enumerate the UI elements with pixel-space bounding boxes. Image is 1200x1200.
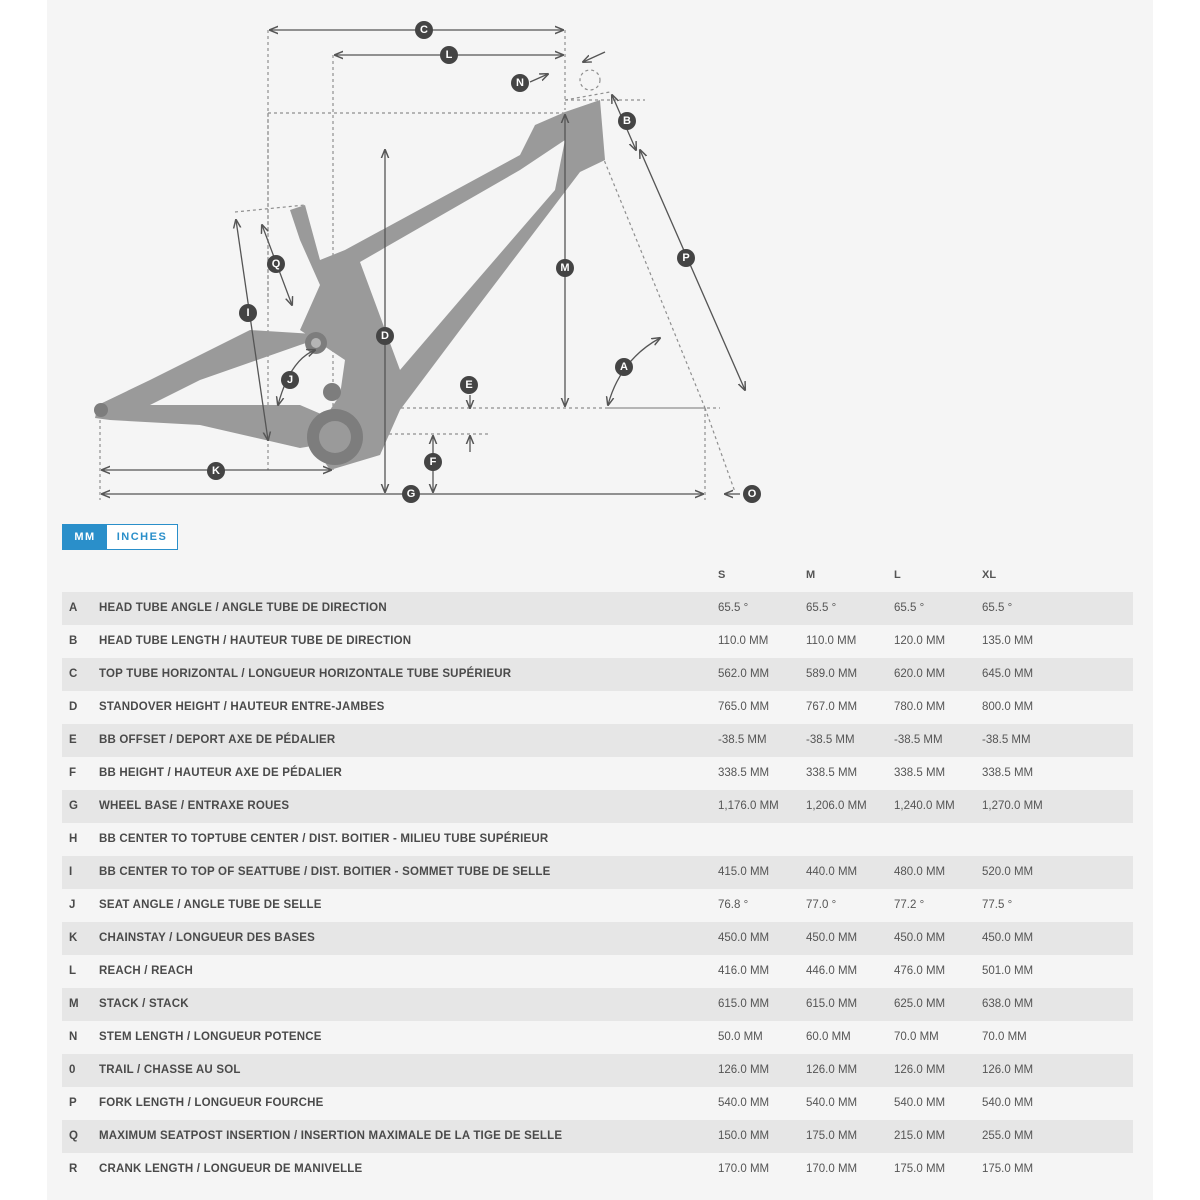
table-row <box>62 856 1133 889</box>
svg-text:C: C <box>420 24 428 36</box>
row-label: STACK / STACK <box>99 998 189 1010</box>
row-value-xl: 540.0 MM <box>982 1097 1034 1109</box>
svg-text:F: F <box>429 456 437 468</box>
row-value-l: 120.0 MM <box>894 635 946 647</box>
marker-m <box>556 259 574 277</box>
table-row <box>62 691 1133 724</box>
table-row <box>62 1054 1133 1087</box>
row-value-l: 480.0 MM <box>894 866 946 878</box>
row-value-s: 416.0 MM <box>718 965 770 977</box>
frame-geometry-diagram <box>0 0 1200 520</box>
row-letter: B <box>69 635 78 647</box>
row-value-s: 110.0 MM <box>718 635 769 647</box>
row-value-l: 540.0 MM <box>894 1097 946 1109</box>
row-letter: D <box>69 701 78 713</box>
row-value-m: 110.0 MM <box>806 635 857 647</box>
table-row <box>62 1087 1133 1120</box>
row-label: FORK LENGTH / LONGUEUR FOURCHE <box>99 1097 324 1109</box>
marker-l <box>440 46 458 64</box>
row-value-l: 780.0 MM <box>894 701 946 713</box>
table-row <box>62 1120 1133 1153</box>
row-letter: Q <box>69 1130 78 1142</box>
unit-mm-button[interactable]: MM <box>63 525 107 549</box>
size-header-m: M <box>806 569 816 581</box>
row-value-m: -38.5 MM <box>806 734 855 746</box>
row-value-m: 446.0 MM <box>806 965 858 977</box>
row-value-m: 170.0 MM <box>806 1163 858 1175</box>
marker-f <box>424 453 442 471</box>
row-value-s: 338.5 MM <box>718 767 770 779</box>
svg-text:M: M <box>560 262 570 274</box>
row-value-s: 415.0 MM <box>718 866 770 878</box>
row-value-s: 150.0 MM <box>718 1130 770 1142</box>
svg-text:J: J <box>286 374 294 386</box>
svg-text:I: I <box>246 307 250 319</box>
svg-text:D: D <box>381 330 389 342</box>
row-value-m: 615.0 MM <box>806 998 858 1010</box>
row-label: BB CENTER TO TOP OF SEATTUBE / DIST. BOITIER - SOMMET TUBE DE SELLE <box>99 866 551 878</box>
stem-reference-circle <box>580 70 600 90</box>
marker-c <box>415 21 433 39</box>
row-value-s: 170.0 MM <box>718 1163 770 1175</box>
row-letter: L <box>69 965 77 977</box>
row-letter: F <box>69 767 77 779</box>
row-letter: J <box>69 899 76 911</box>
row-value-xl: 520.0 MM <box>982 866 1034 878</box>
row-letter: H <box>69 833 78 845</box>
row-value-l: 450.0 MM <box>894 932 946 944</box>
row-value-xl: 175.0 MM <box>982 1163 1034 1175</box>
table-row <box>62 823 1133 856</box>
row-letter: M <box>69 998 79 1010</box>
row-value-m: 338.5 MM <box>806 767 858 779</box>
row-value-xl: 77.5 ° <box>982 899 1013 911</box>
geometry-table <box>62 592 1133 1186</box>
marker-o <box>743 485 761 503</box>
marker-q <box>267 255 285 273</box>
marker-k <box>207 462 225 480</box>
row-letter: P <box>69 1097 77 1109</box>
svg-text:N: N <box>516 77 524 89</box>
row-label: STEM LENGTH / LONGUEUR POTENCE <box>99 1031 322 1043</box>
marker-i <box>239 304 257 322</box>
row-value-s: 765.0 MM <box>718 701 770 713</box>
row-value-l: 338.5 MM <box>894 767 946 779</box>
unit-toggle <box>62 524 178 550</box>
row-value-s: 76.8 ° <box>718 899 749 911</box>
row-value-s: 65.5 ° <box>718 602 749 614</box>
svg-text:P: P <box>682 252 690 264</box>
row-value-xl: 126.0 MM <box>982 1064 1034 1076</box>
row-letter: E <box>69 734 77 746</box>
row-value-m: 65.5 ° <box>806 602 837 614</box>
table-row <box>62 625 1133 658</box>
table-row <box>62 658 1133 691</box>
row-value-s: 562.0 MM <box>718 668 770 680</box>
row-label: REACH / REACH <box>99 965 193 977</box>
row-value-m: 60.0 MM <box>806 1031 851 1043</box>
row-letter: G <box>69 800 78 812</box>
svg-text:Q: Q <box>271 258 281 270</box>
row-label: MAXIMUM SEATPOST INSERTION / INSERTION MAXIMALE DE LA TIGE DE SELLE <box>99 1130 563 1142</box>
table-row <box>62 724 1133 757</box>
row-value-l: 126.0 MM <box>894 1064 946 1076</box>
row-label: HEAD TUBE ANGLE / ANGLE TUBE DE DIRECTION <box>99 602 387 614</box>
size-header-row <box>0 569 1200 583</box>
row-label: CHAINSTAY / LONGUEUR DES BASES <box>99 932 316 944</box>
marker-j <box>281 371 299 389</box>
row-value-l: 476.0 MM <box>894 965 946 977</box>
marker-e <box>460 376 478 394</box>
row-letter: N <box>69 1031 78 1043</box>
row-letter: R <box>69 1163 78 1175</box>
row-label: SEAT ANGLE / ANGLE TUBE DE SELLE <box>99 899 322 911</box>
row-label: CRANK LENGTH / LONGUEUR DE MANIVELLE <box>99 1163 363 1175</box>
row-value-m: 540.0 MM <box>806 1097 858 1109</box>
svg-text:K: K <box>212 465 220 477</box>
row-letter: I <box>69 866 73 878</box>
row-value-m: 126.0 MM <box>806 1064 858 1076</box>
svg-text:B: B <box>623 115 631 127</box>
row-letter: A <box>69 602 78 614</box>
row-value-xl: 135.0 MM <box>982 635 1034 647</box>
row-label: STANDOVER HEIGHT / HAUTEUR ENTRE-JAMBES <box>99 701 385 713</box>
table-row <box>62 592 1133 625</box>
table-row <box>62 757 1133 790</box>
row-value-l: 620.0 MM <box>894 668 946 680</box>
row-value-m: 440.0 MM <box>806 866 858 878</box>
table-row <box>62 922 1133 955</box>
marker-a <box>615 358 633 376</box>
row-label: WHEEL BASE / ENTRAXE ROUES <box>99 800 290 812</box>
row-value-s: 126.0 MM <box>718 1064 770 1076</box>
row-value-l: 65.5 ° <box>894 602 925 614</box>
row-value-l: 77.2 ° <box>894 899 925 911</box>
size-header-l: L <box>894 569 901 581</box>
row-value-xl: 638.0 MM <box>982 998 1034 1010</box>
row-label: HEAD TUBE LENGTH / HAUTEUR TUBE DE DIRECTION <box>99 635 412 647</box>
table-row <box>62 988 1133 1021</box>
table-row <box>62 1021 1133 1054</box>
row-label: TOP TUBE HORIZONTAL / LONGUEUR HORIZONTALE TUBE SUPÉRIEUR <box>99 668 512 680</box>
row-value-s: 1,176.0 MM <box>718 800 779 812</box>
row-value-s: 450.0 MM <box>718 932 770 944</box>
row-label: BB CENTER TO TOPTUBE CENTER / DIST. BOITIER - MILIEU TUBE SUPÉRIEUR <box>99 833 549 845</box>
row-value-xl: 255.0 MM <box>982 1130 1034 1142</box>
row-value-m: 175.0 MM <box>806 1130 858 1142</box>
marker-b <box>618 112 636 130</box>
row-value-xl: 70.0 MM <box>982 1031 1027 1043</box>
size-header-xl: XL <box>982 569 997 581</box>
row-value-xl: 65.5 ° <box>982 602 1013 614</box>
row-value-l: 1,240.0 MM <box>894 800 955 812</box>
svg-text:E: E <box>465 379 473 391</box>
row-value-xl: 645.0 MM <box>982 668 1034 680</box>
row-value-xl: -38.5 MM <box>982 734 1031 746</box>
unit-inches-button[interactable]: INCHES <box>116 531 168 543</box>
row-value-s: 540.0 MM <box>718 1097 770 1109</box>
row-value-l: 625.0 MM <box>894 998 946 1010</box>
row-value-l: 215.0 MM <box>894 1130 946 1142</box>
row-label: BB OFFSET / DEPORT AXE DE PÉDALIER <box>99 734 336 746</box>
table-row <box>62 955 1133 988</box>
svg-text:G: G <box>406 488 416 500</box>
svg-text:L: L <box>445 49 453 61</box>
row-value-xl: 800.0 MM <box>982 701 1034 713</box>
row-value-s: 50.0 MM <box>718 1031 763 1043</box>
svg-text:A: A <box>620 361 628 373</box>
marker-g <box>402 485 420 503</box>
marker-n <box>511 74 529 92</box>
table-row <box>62 889 1133 922</box>
table-row <box>62 790 1133 823</box>
row-value-m: 767.0 MM <box>806 701 858 713</box>
row-label: TRAIL / CHASSE AU SOL <box>99 1064 241 1076</box>
bike-frame <box>94 100 605 470</box>
row-value-m: 450.0 MM <box>806 932 858 944</box>
row-value-l: 70.0 MM <box>894 1031 939 1043</box>
row-label: BB HEIGHT / HAUTEUR AXE DE PÉDALIER <box>99 767 342 779</box>
row-value-l: -38.5 MM <box>894 734 943 746</box>
row-value-m: 1,206.0 MM <box>806 800 867 812</box>
row-value-s: 615.0 MM <box>718 998 770 1010</box>
marker-p <box>677 249 695 267</box>
row-value-xl: 450.0 MM <box>982 932 1034 944</box>
row-letter: 0 <box>69 1064 76 1076</box>
row-value-xl: 338.5 MM <box>982 767 1034 779</box>
row-value-m: 589.0 MM <box>806 668 858 680</box>
marker-d <box>376 327 394 345</box>
table-row <box>62 1153 1133 1186</box>
row-value-xl: 501.0 MM <box>982 965 1034 977</box>
size-header-s: S <box>718 569 726 581</box>
row-value-xl: 1,270.0 MM <box>982 800 1043 812</box>
svg-text:O: O <box>747 488 757 500</box>
row-letter: C <box>69 668 78 680</box>
row-value-s: -38.5 MM <box>718 734 767 746</box>
row-value-l: 175.0 MM <box>894 1163 946 1175</box>
row-letter: K <box>69 932 78 944</box>
row-value-m: 77.0 ° <box>806 899 837 911</box>
